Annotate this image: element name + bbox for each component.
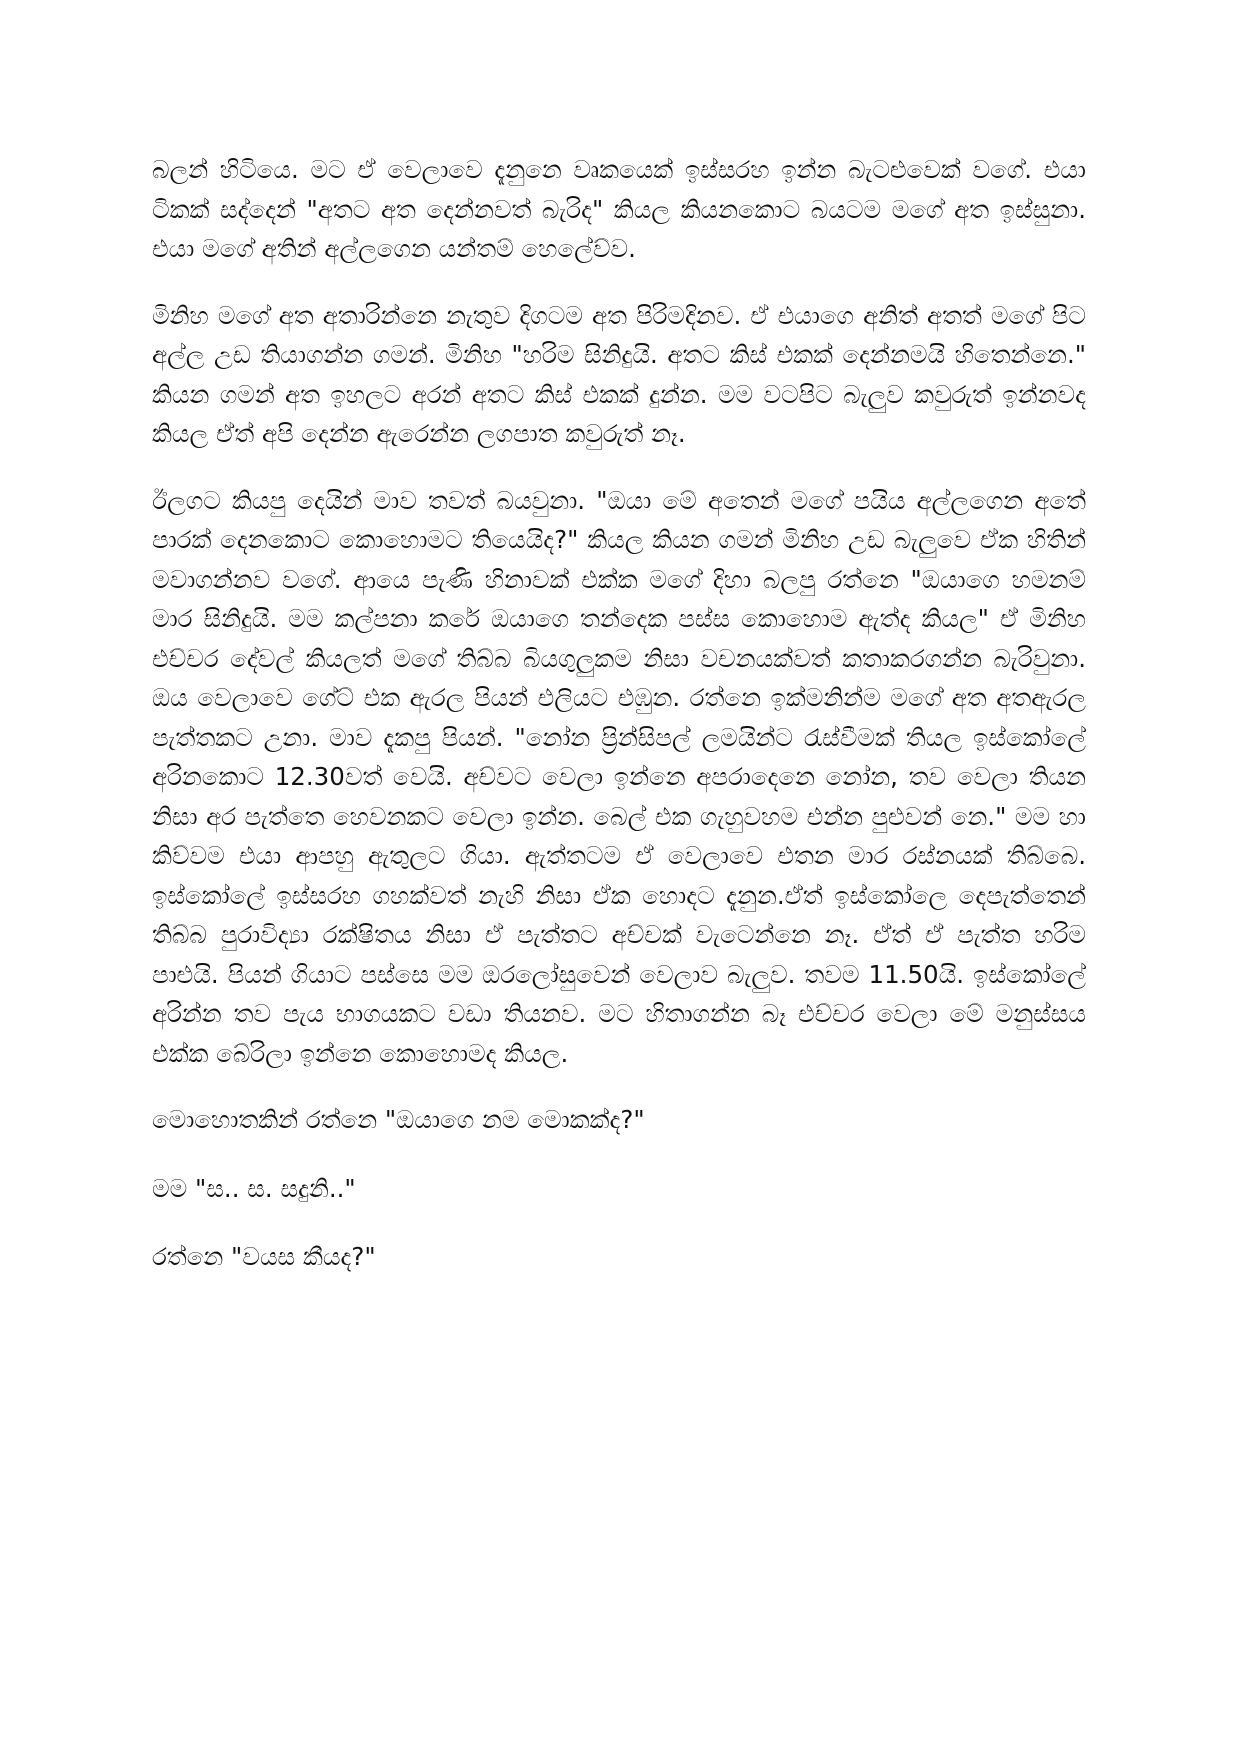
document-body xyxy=(152,150,1086,1306)
paragraph-2: මිනිහ මගේ අත අතාරින්නෙ නැතුව දිගටම අත පිරිමදිනව. ඒ එයාගෙ අනිත් අතත් මගේ පිට අල්ල උඩ තියාගන්න ගමන්. මිනිහ "හරිම සිනිදුයි. අතට කිස් එකක් දෙන්නමයි හිතෙන්නෙ." කියන ගමන් අත ඉහලට අරන් අතට කිස් එකක් දුන්න. මම වටපිට බැලුව කවුරුත් ඉන්නවද කියල ඒත් අපි දෙන්න ඇරෙන්න ලගපාත කවුරුත් නෑ. xyxy=(152,300,1086,448)
paragraph-5: මම "ස.. ස. සදුනි.." xyxy=(152,1173,356,1203)
paragraph-6: රත්නෙ "වයස කීයද?" xyxy=(152,1242,376,1271)
paragraph-1: බලන් හිටියෙ. මට ඒ වෙලාවෙ දැනුනෙ වෘකයෙක් ඉස්සරහ ඉන්න බැටළුවෙක් වගේ. එයා ටිකක් සද්දෙන් "අතට අත දෙන්නවත් බැරිද" කියල කියනකොට බයටම මගේ අත ඉස්සුනා. එයා මගේ අතින් අල්ලගෙන යන්තම් හෙලේව්ව. xyxy=(152,155,1086,263)
paragraph-3: ඊලගට කියපු දෙයින් මාව තවත් බයවුනා. "ඔයා මේ අතෙන් මගේ පයිය අල්ලගෙන අතේ පාරක් දෙනකොට කොහොමට තියෙයිද?" කියල කියන ගමන් මිනිහ උඩ බැලුවෙ ඒක හිතින් මවාගන්නව වගේ. ආයෙ පැණි හිනාවක් එක්ක මගේ දිහා බලපු රත්නෙ "ඔයාගෙ හමනම් මාර සිනිදුයි. මම කල්පනා කරේ ඔයාගෙ තන්දෙක පස්ස කොහොම ඇත්ද කියල" ඒ මිනිහ එච්චර දේවල් කියලත් මගේ තිබ්බ බියගුලුකම නිසා වචනයක්වත් කතාකරගන්න බැරිවුනා. ඔය වෙලාවෙ ගේට් එක ඇරල පියන් එලියට එඹුන. රත්නෙ ඉක්මනින්ම මගේ අත අතඇරල පැත්තකට උනා. මාව දැකපු පියන්. "නෝන ප්‍රින්සිපල් ලමයින්ට රැස්වීමක් තියල ඉස්කෝලේ අරිනකොට 12.30වත් වෙයි. අච්වට වෙලා ඉන්නෙ අපරාදෙනෙ නෝන, තව වෙලා තියන නිසා අර පැත්තෙ හෙවනකට වෙලා ඉන්න. බෙල් එක ගැහුවහම එන්න පුළුවන් නෙ." මම හා කිව්වම එයා ආපහු ඇතුලට ගියා. ඇත්තටම ඒ වෙලාවෙ එතන මාර රස්නයක් තිබ්බෙ. ඉස්කෝලේ ඉස්සරහ ගහක්වත් නැහි නිසා ඒක හොදට දැනුන.ඒත් ඉස්කෝලෙ දෙපැත්තෙන් තිබ්බ පුරාවිද්‍යා රක්ෂිතය නිසා ඒ පැත්තට අච්චක් වැටෙන්නෙ නෑ. ඒත් ඒ පැත්ත හරිම පාළුයි. පියන් ගියාට පස්සෙ මම ඔරලෝසුවෙන් වෙලාව බැලුව. තවම 11.50යි. ඉස්කෝලේ අරින්න තව පැය භාගයකට වඩා තියනව. මට හිතාගන්න බෑ එච්චර වෙලා මේ මනුස්සය එක්ක බේරිලා ඉන්නෙ කොහොමද කියල. xyxy=(152,485,1086,1068)
paragraph-4: මොහොතකින් රත්නෙ "ඔයාගෙ නම මොකක්ද?" xyxy=(152,1105,645,1134)
